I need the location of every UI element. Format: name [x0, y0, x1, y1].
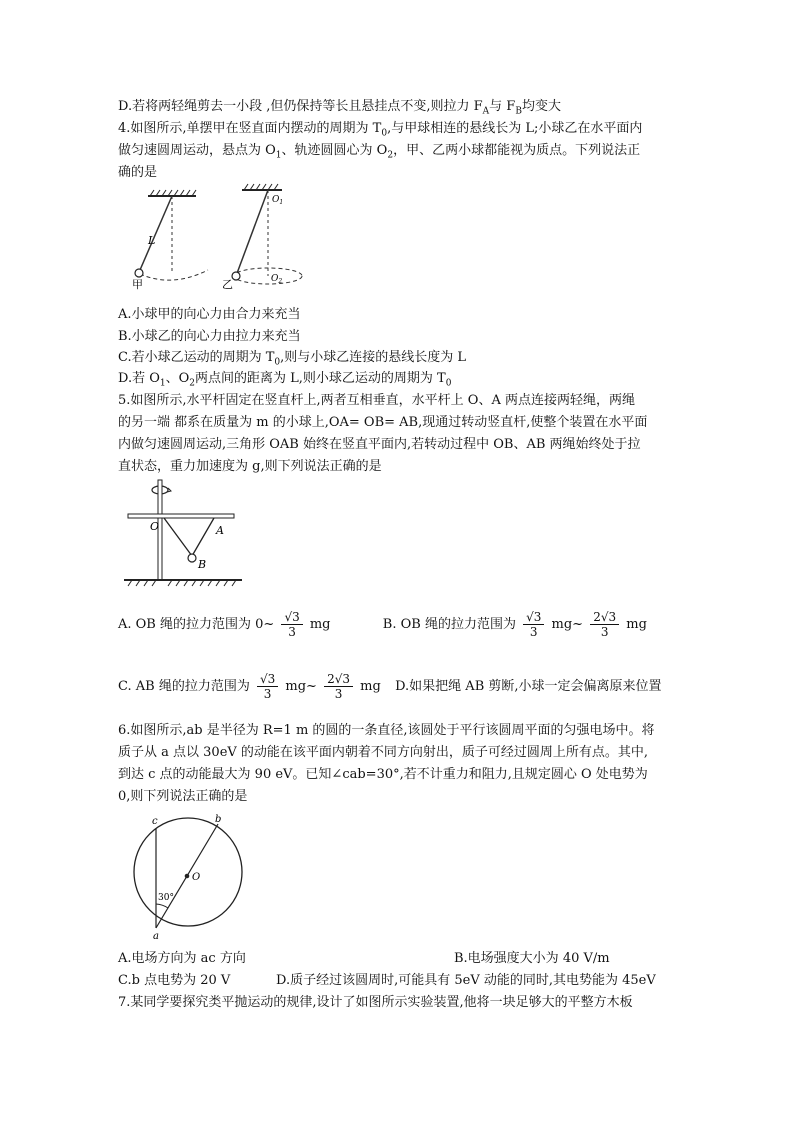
label-jia: 甲	[132, 278, 143, 291]
q5-stem-line3: 内做匀速圆周运动,三角形 OAB 始终在竖直平面内,若转动过程中 OB、AB 两绳始终处于拉	[118, 437, 641, 452]
q5-options-row1	[118, 610, 647, 639]
label-O: O	[192, 872, 201, 883]
q4-option-a: A.小球甲的向心力由合力来充当	[118, 307, 301, 322]
rotating-rod-figure	[124, 478, 244, 590]
q6-stem-line3: 到达 c 点的动能最大为 90 eV。已知∠cab=30°,若不计重力和阻力,且规定圆心 O 处电势为	[118, 767, 648, 782]
svg-text:O1: $O_1$	[272, 195, 284, 206]
q5-option-b: B. OB 绳的拉力范围为 $\frac{√3}{3}$ mg~ $\frac{2√3}{3}$ mg	[382, 610, 647, 639]
q4-option-d: D.若 $O_1$、$O_2$两点间的距离为 L,则小球乙运动的周期为 $T_0$	[118, 371, 452, 389]
label-B: B	[198, 558, 207, 571]
q4-stem-line3: 确的是	[118, 165, 158, 180]
label-L: L	[148, 234, 156, 247]
q3-option-d: D.若将两轻绳剪去一小段 ,但仍保持等长且悬挂点不变,则拉力 $F_A$与 $F_B$均变大	[118, 99, 561, 117]
q5-stem-line4: 直状态，重力加速度为 g,则下列说法正确的是	[118, 459, 382, 474]
label-yi: 乙	[222, 278, 233, 291]
q4-stem-line1: 4.如图所示,单摆甲在竖直面内摆动的周期为 $T_0$,与甲球相连的悬线长为 L;小球乙在水平面内	[118, 121, 643, 139]
label-c: c	[152, 816, 158, 827]
label-O1: O	[272, 195, 280, 205]
label-b: b	[215, 814, 222, 825]
q6-option-a: A.电场方向为 ac 方向	[118, 951, 246, 966]
q5-option-c: C. AB 绳的拉力范围为 $\frac{√3}{3}$ mg~ $\frac{2√3}{3}$ mg	[118, 672, 381, 701]
label-angle: 30°	[158, 893, 174, 903]
label-a: a	[153, 931, 159, 940]
label-O: O	[150, 520, 160, 533]
q6-stem-line1: 6.如图所示,ab 是半径为 R=1 m 的圆的一条直径,该圆处于平行该圆周平面的匀强电场中。将	[118, 723, 655, 738]
q5-options-row2	[118, 672, 662, 701]
q5-stem-line2: 的另一端 都系在质量为 m 的小球上,OA= OB= AB,现通过转动竖直杆,使整个装置在水平面	[118, 415, 648, 430]
pendulum-figure	[118, 182, 318, 294]
q6-option-c: C.b 点电势为 20 V	[118, 973, 231, 988]
q7-stem-line1: 7.某同学要探究类平抛运动的规律,设计了如图所示实验装置,他将一块足够大的平整方木板	[118, 995, 633, 1010]
label-O2: O	[271, 274, 279, 284]
q5-option-d: D.如果把绳 AB 剪断,小球一定会偏离原来位置	[395, 679, 662, 694]
q4-stem-line2: 做匀速圆周运动，悬点为 $O_1$、轨迹圆圆心为 $O_2$，甲、乙两小球都能视为质点。下列说法正	[118, 143, 641, 161]
q5-option-a: A. OB 绳的拉力范围为 0~ $\frac{√3}{3}$ mg	[118, 610, 331, 639]
q5-stem-line1: 5.如图所示,水平杆固定在竖直杆上,两者互相垂直，水平杆上 O、A 两点连接两轻绳，两绳	[118, 393, 635, 408]
label-A: A	[216, 524, 224, 537]
q6-option-b: B.电场强度大小为 40 V/m	[454, 951, 610, 966]
q4-option-c: C.若小球乙运动的周期为 $T_0$,则与小球乙连接的悬线长度为 L	[118, 350, 467, 368]
q6-stem-line4: 0,则下列说法正确的是	[118, 789, 248, 804]
circle-field-figure	[118, 810, 258, 940]
q4-option-b: B.小球乙的向心力由拉力来充当	[118, 329, 301, 344]
q6-option-d: D.质子经过该圆周时,可能具有 5eV 动能的同时,其电势能为 45eV	[276, 973, 656, 988]
q6-stem-line2: 质子从 a 点以 30eV 的动能在该平面内朝着不同方向射出，质子可经过圆周上所有点。其中,	[118, 745, 649, 760]
svg-text:O2: $O_2$	[271, 274, 283, 285]
